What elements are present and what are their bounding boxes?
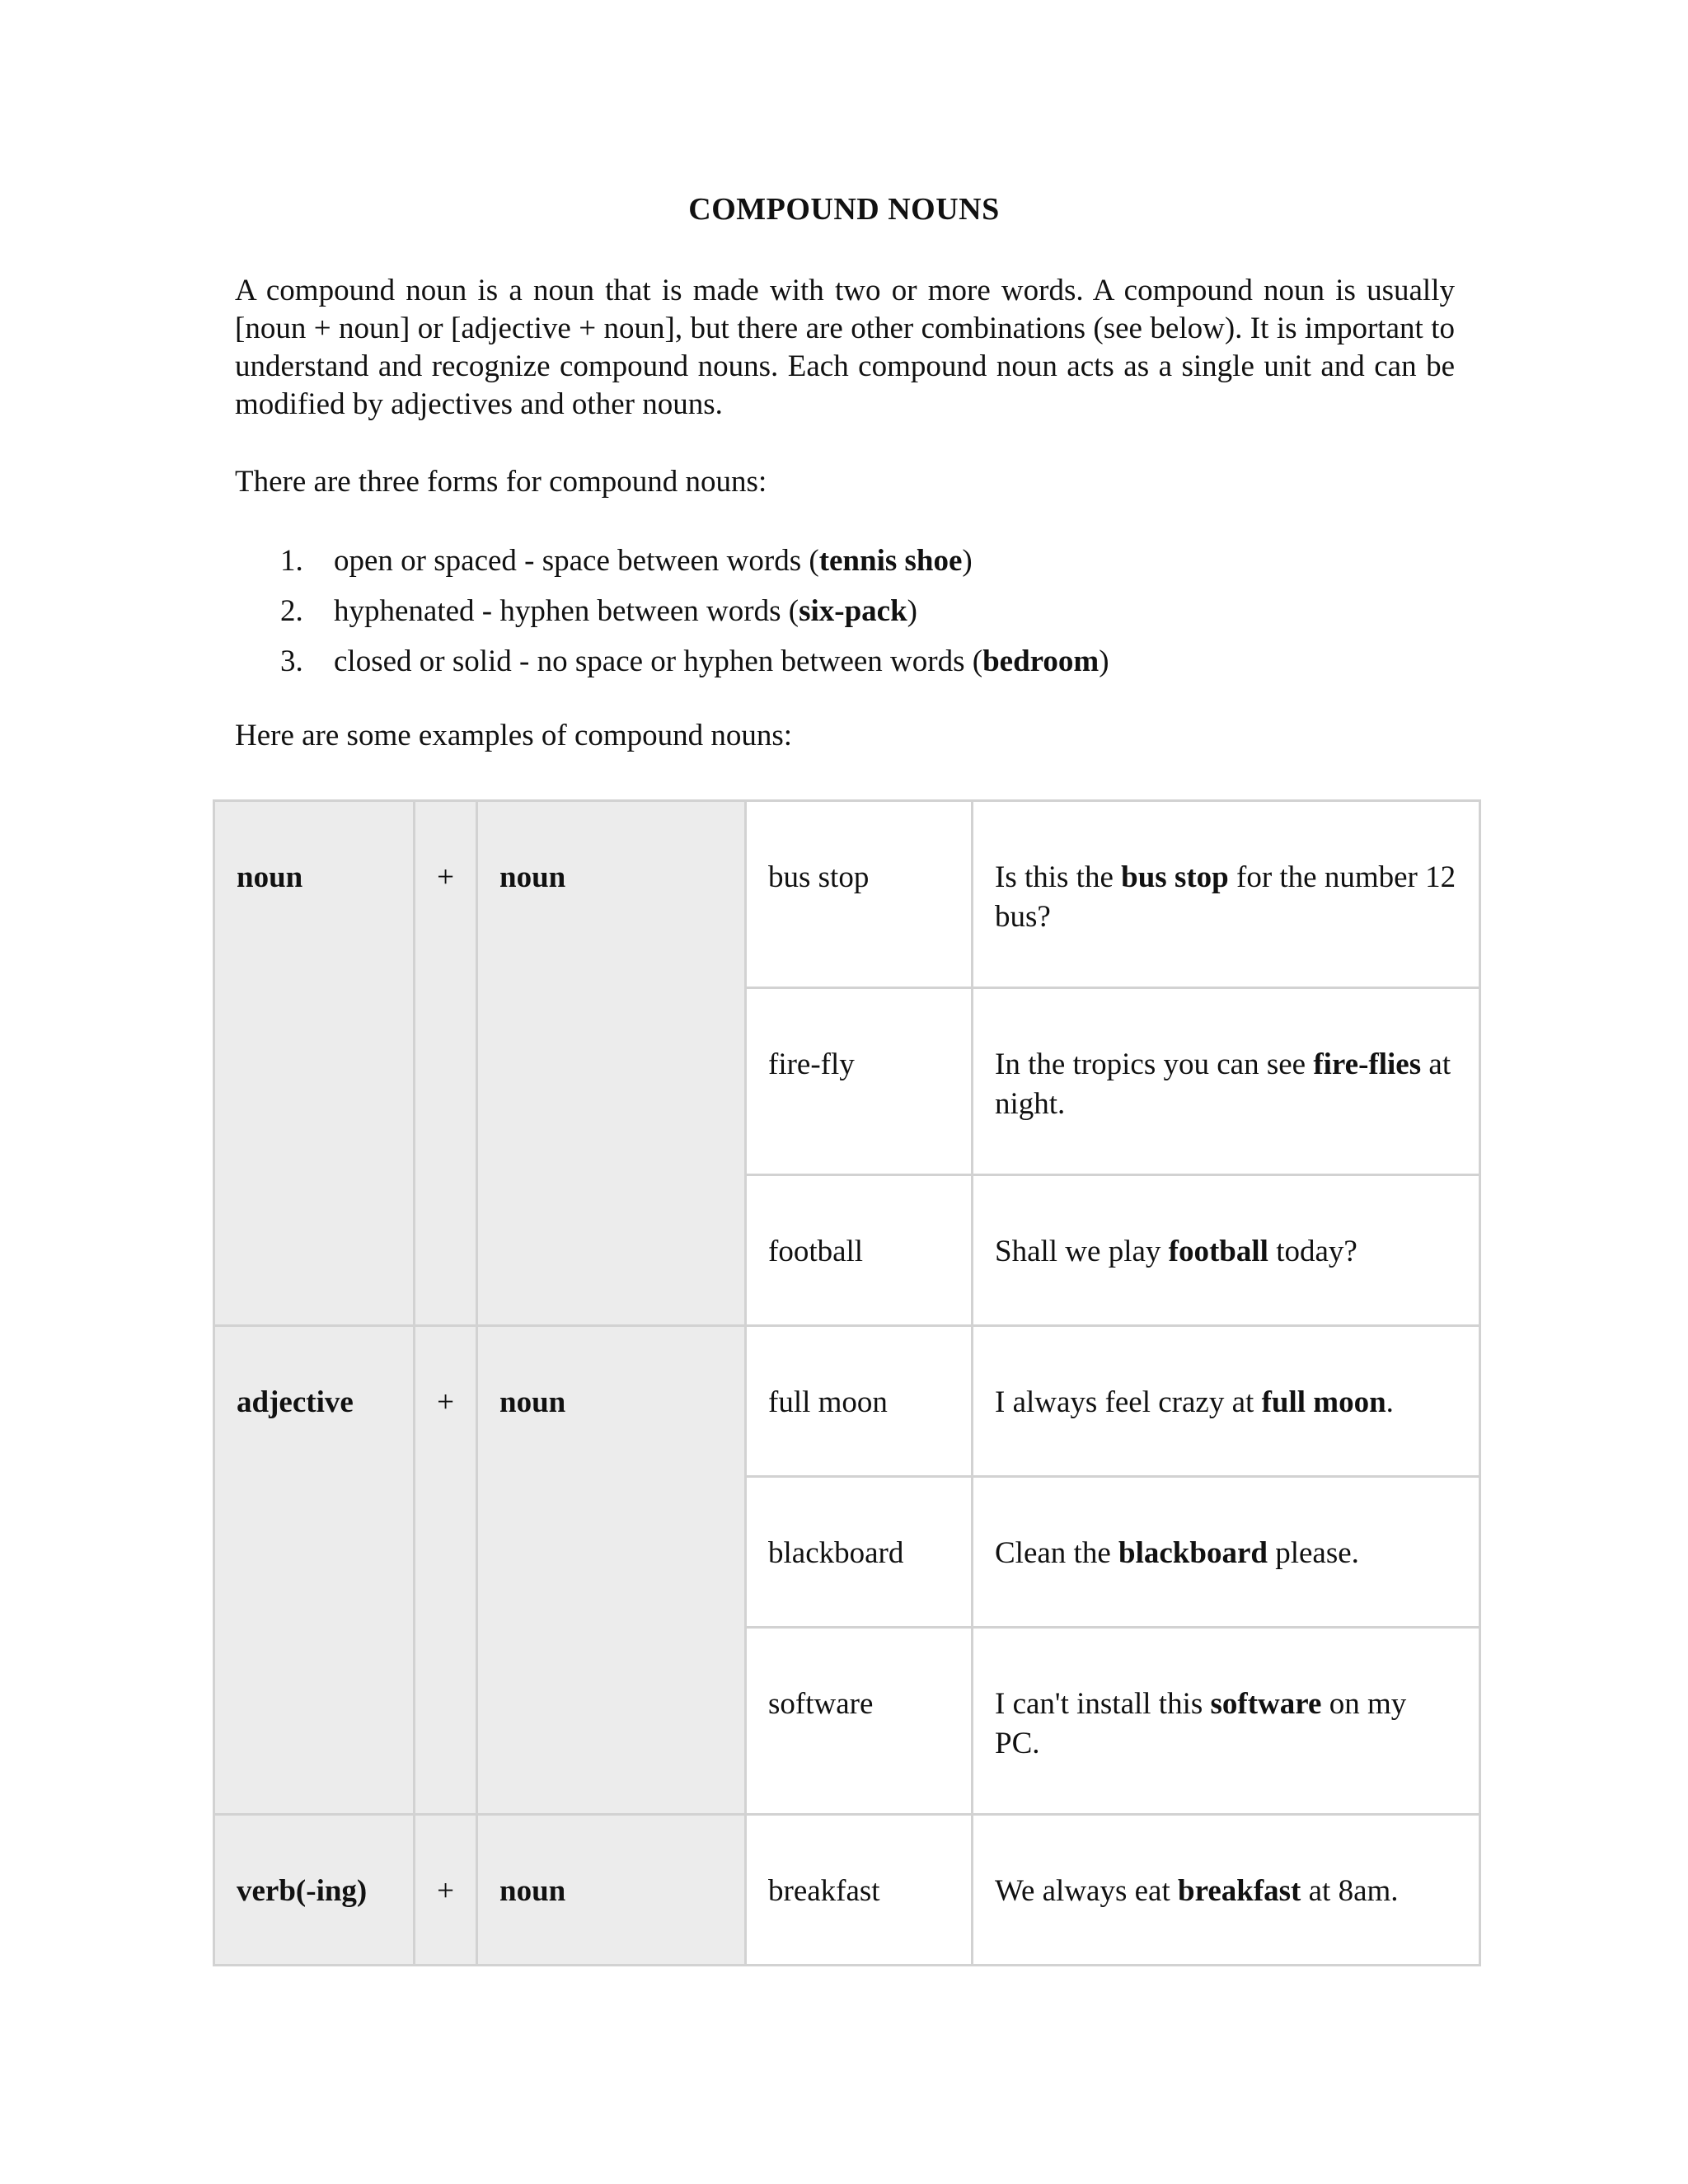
plus-cell: + <box>415 1815 477 1966</box>
table-row <box>214 1815 1480 1966</box>
compound-word-cell: breakfast <box>746 1815 973 1966</box>
example-sentence-cell: Is this the bus stop for the number 12 bus? <box>973 801 1480 988</box>
plus-cell: + <box>415 1326 477 1815</box>
example-sentence-cell: Clean the blackboard please. <box>973 1477 1480 1628</box>
forms-list <box>280 536 1109 687</box>
compound-word-cell: football <box>746 1175 973 1326</box>
forms-intro-paragraph: There are three forms for compound nouns: <box>235 465 767 499</box>
list-example: tennis shoe <box>818 544 963 578</box>
list-number: 2. <box>280 594 303 628</box>
first-component-cell: noun <box>214 801 415 1326</box>
example-sentence-cell: I always feel crazy at full moon. <box>973 1326 1480 1477</box>
examples-intro-paragraph: Here are some examples of compound nouns: <box>235 719 793 752</box>
first-component-cell: verb(-ing) <box>214 1815 415 1966</box>
page-title: COMPOUND NOUNS <box>688 192 1000 227</box>
list-number: 3. <box>280 644 303 678</box>
plus-cell: + <box>415 801 477 1326</box>
second-component-cell: noun <box>477 1815 746 1966</box>
compound-word-cell: software <box>746 1628 973 1815</box>
table-row <box>214 1326 1480 1477</box>
list-text-end: ) <box>1099 644 1109 678</box>
list-example: six-pack <box>799 594 907 628</box>
compound-word-cell: bus stop <box>746 801 973 988</box>
list-text: hyphenated - hyphen between words ( <box>334 594 799 628</box>
second-component-cell: noun <box>477 1326 746 1815</box>
list-item <box>280 586 1109 636</box>
second-component-cell: noun <box>477 801 746 1326</box>
list-text-end: ) <box>962 544 973 578</box>
example-sentence-cell: In the tropics you can see fire-flies at night. <box>973 988 1480 1175</box>
intro-paragraph: A compound noun is a noun that is made with two or more words. A compound noun is usually [noun + noun] or [adjective + noun], but there are other combinations (see below). It is important to understand and recognize compound nouns. Each compound noun acts as a single unit and can be modified by adjectives and other nouns. <box>235 274 1455 421</box>
list-item <box>280 536 1109 586</box>
list-example: bedroom <box>982 644 1100 678</box>
example-sentence-cell: We always eat breakfast at 8am. <box>973 1815 1480 1966</box>
compound-word-cell: full moon <box>746 1326 973 1477</box>
list-item <box>280 636 1109 687</box>
list-text: open or spaced - space between words ( <box>334 544 819 578</box>
compound-nouns-table <box>213 799 1481 1966</box>
example-sentence-cell: I can't install this software on my PC. <box>973 1628 1480 1815</box>
list-text-end: ) <box>907 594 917 628</box>
list-text: closed or solid - no space or hyphen between words ( <box>334 644 983 678</box>
example-sentence-cell: Shall we play football today? <box>973 1175 1480 1326</box>
table-row <box>214 801 1480 988</box>
compound-word-cell: fire-fly <box>746 988 973 1175</box>
first-component-cell: adjective <box>214 1326 415 1815</box>
compound-word-cell: blackboard <box>746 1477 973 1628</box>
list-number: 1. <box>280 544 303 578</box>
